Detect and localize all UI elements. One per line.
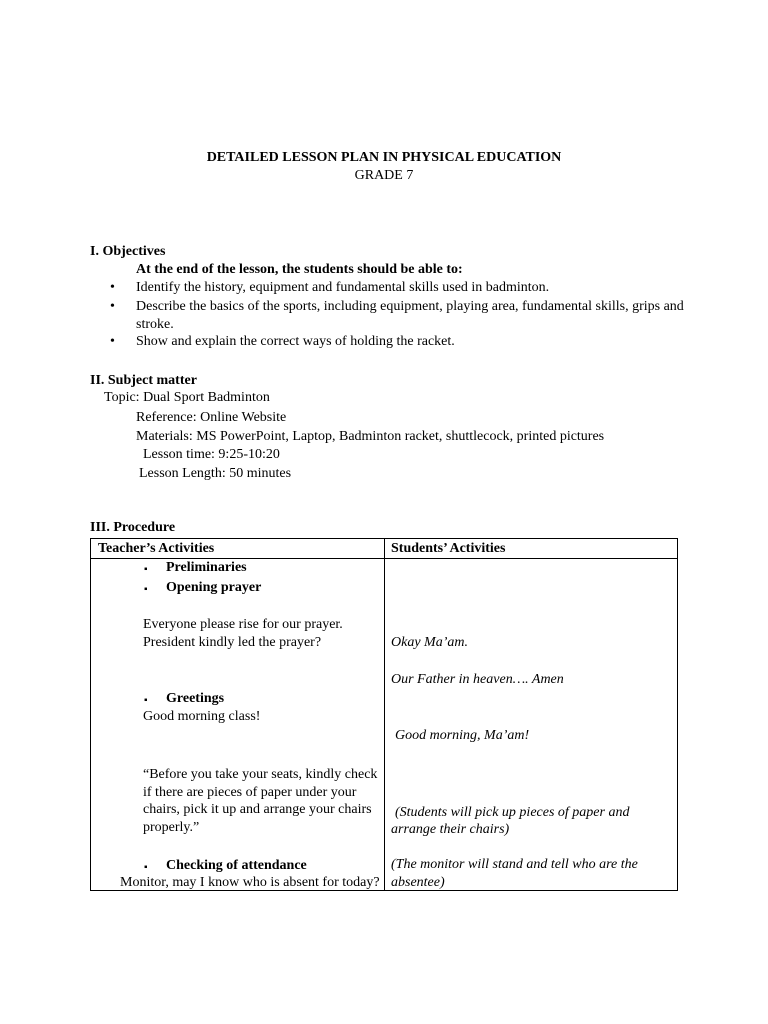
materials-line: Materials: MS PowerPoint, Laptop, Badminton racket, shuttlecock, printed pictures	[136, 429, 605, 444]
document-title: DETAILED LESSON PLAN IN PHYSICAL EDUCATION	[206, 150, 562, 165]
teacher-line: Monitor, may I know who is absent for today?	[120, 875, 380, 890]
procedure-heading: III. Procedure	[90, 520, 176, 535]
table-divider	[384, 539, 385, 890]
bullet-icon: •	[110, 299, 115, 314]
lesson-time-line: Lesson time: 9:25-10:20	[143, 447, 280, 462]
student-line: arrange their chairs)	[391, 822, 510, 837]
teacher-line: “Before you take your seats, kindly check	[143, 767, 378, 782]
student-line: (The monitor will stand and tell who are the	[391, 857, 638, 872]
objectives-intro: At the end of the lesson, the students should be able to:	[136, 262, 463, 277]
greetings-label: Greetings	[166, 691, 225, 706]
student-line: Our Father in heaven…. Amen	[391, 672, 564, 687]
opening-prayer-label: Opening prayer	[166, 580, 262, 595]
document-subtitle: GRADE 7	[354, 168, 414, 183]
bullet-icon: •	[110, 280, 115, 295]
objective-item-continued: stroke.	[136, 317, 174, 332]
small-bullet-icon: ▪	[144, 584, 148, 595]
preliminaries-label: Preliminaries	[166, 560, 247, 575]
teacher-line: Everyone please rise for our prayer.	[143, 617, 343, 632]
student-line: Okay Ma’am.	[391, 635, 468, 650]
bullet-icon: •	[110, 334, 115, 349]
topic-line: Topic: Dual Sport Badminton	[104, 390, 270, 405]
teacher-line: if there are pieces of paper under your	[143, 785, 357, 800]
teacher-line: chairs, pick it up and arrange your chairs	[143, 802, 372, 817]
teacher-line: Good morning class!	[143, 709, 261, 724]
students-activities-header: Students’ Activities	[391, 541, 506, 556]
small-bullet-icon: ▪	[144, 564, 148, 575]
student-line: Good morning, Ma’am!	[395, 728, 530, 743]
objectives-heading: I. Objectives	[90, 244, 166, 259]
objective-item: Show and explain the correct ways of holding the racket.	[136, 334, 455, 349]
small-bullet-icon: ▪	[144, 695, 148, 706]
procedure-table	[90, 538, 678, 891]
lesson-length-line: Lesson Length: 50 minutes	[139, 466, 292, 481]
student-line: absentee)	[391, 875, 445, 890]
student-line: (Students will pick up pieces of paper and	[395, 805, 630, 820]
small-bullet-icon: ▪	[144, 862, 148, 873]
teacher-line: President kindly led the prayer?	[143, 635, 322, 650]
reference-line: Reference: Online Website	[136, 410, 287, 425]
objective-item: Identify the history, equipment and fundamental skills used in badminton.	[136, 280, 550, 295]
attendance-label: Checking of attendance	[166, 858, 307, 873]
teacher-line: properly.”	[143, 820, 200, 835]
objective-item: Describe the basics of the sports, including equipment, playing area, fundamental skills, grips and	[136, 299, 684, 314]
subject-matter-heading: II. Subject matter	[90, 373, 197, 388]
teacher-activities-header: Teacher’s Activities	[98, 541, 215, 556]
